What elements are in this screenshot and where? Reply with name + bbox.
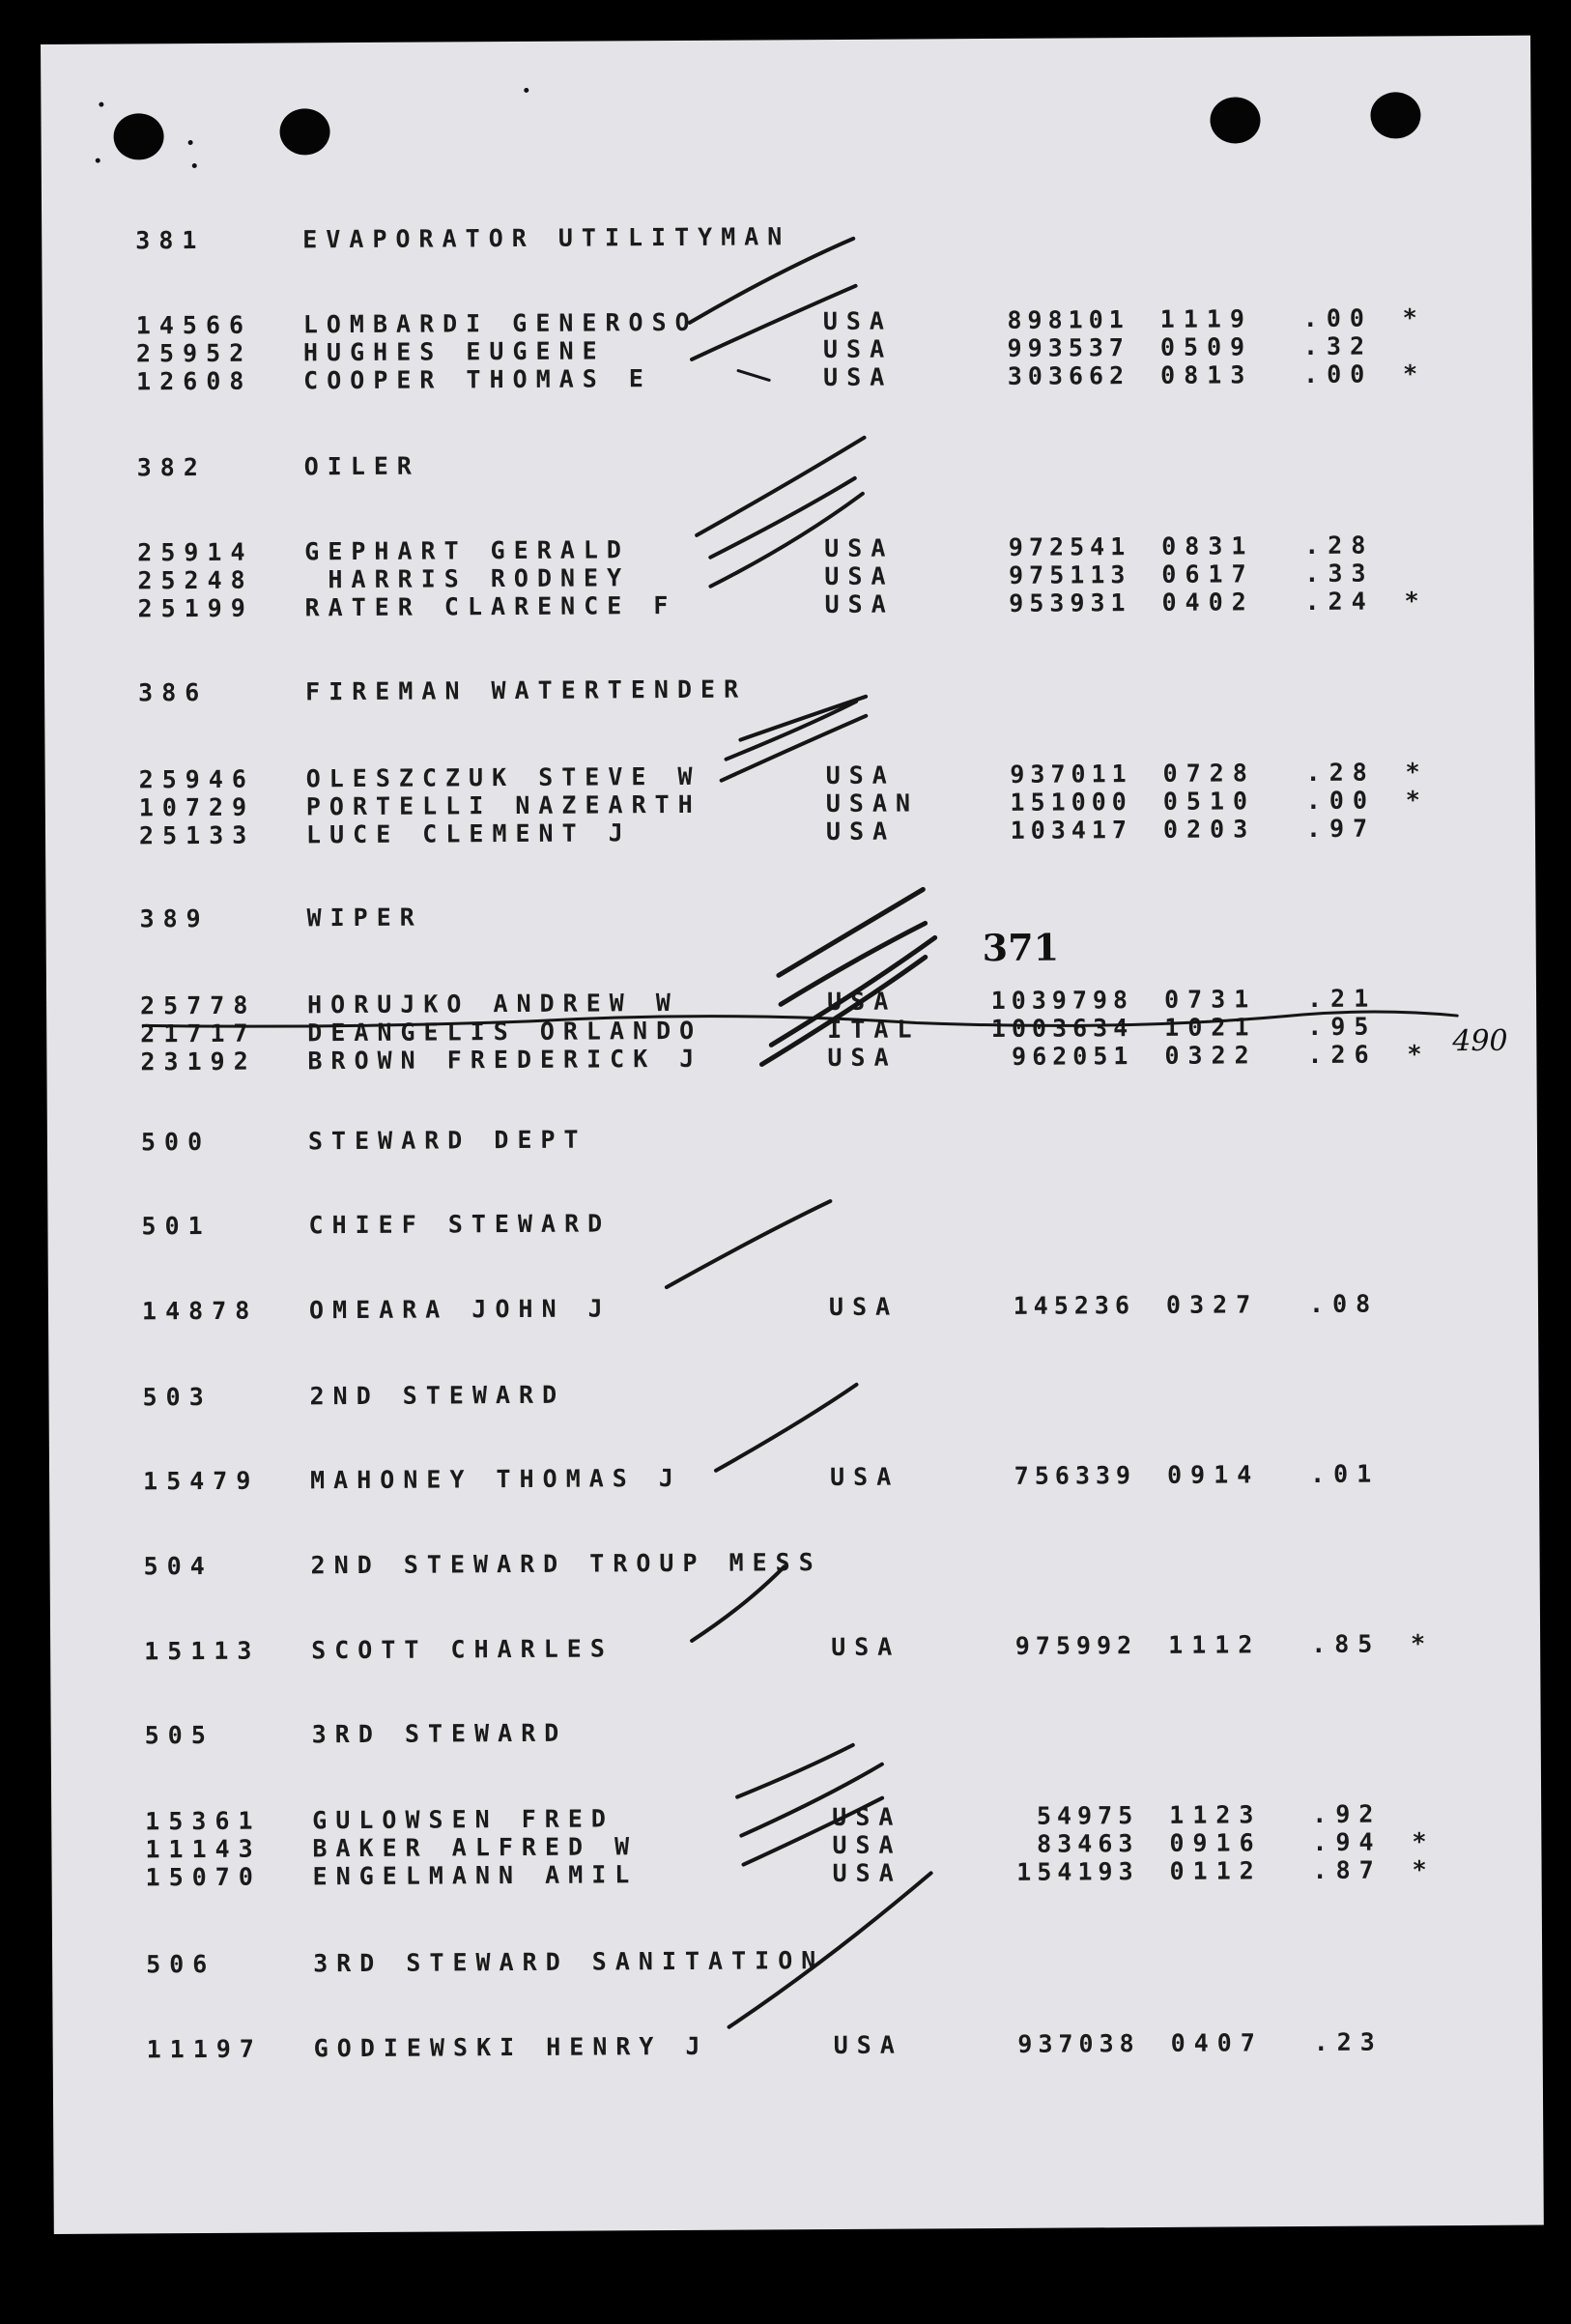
crew-mark: *	[1404, 587, 1428, 616]
crew-rate: .28	[1304, 531, 1375, 560]
crew-name: BAKER ALFRED W	[312, 1832, 639, 1863]
section-title: EVAPORATOR UTILITYMAN	[302, 222, 791, 254]
handwritten-note: 490	[1452, 1023, 1508, 1059]
crew-nationality: USA	[828, 1292, 900, 1322]
pencil-stroke	[771, 937, 936, 1045]
crew-nationality: USA	[825, 817, 897, 846]
crew-name: GODIEWSKI HENRY J	[313, 2031, 709, 2063]
crew-name: SCOTT CHARLES	[311, 1634, 614, 1665]
crew-id: 15361	[145, 1806, 262, 1836]
crew-number: 756339	[1014, 1461, 1137, 1490]
crew-id: 15070	[145, 1862, 262, 1892]
crew-date: 0112	[1169, 1856, 1263, 1885]
crew-date: 1021	[1164, 1013, 1258, 1042]
crew-rate: .21	[1306, 984, 1378, 1014]
crew-name: DEANGELIS ORLANDO	[307, 1016, 703, 1047]
crew-date: 0407	[1170, 2028, 1264, 2057]
crew-id: 11143	[145, 1834, 262, 1864]
section-code: 503	[142, 1382, 213, 1412]
section-code: 389	[139, 904, 210, 933]
crew-number: 145236	[1013, 1291, 1136, 1320]
crew-date: 0327	[1165, 1290, 1260, 1319]
crew-name: LOMBARDI GENEROSO	[302, 307, 699, 339]
crew-nationality: USA	[824, 533, 895, 563]
crew-rate: .23	[1313, 2027, 1384, 2056]
crew-nationality: USA	[822, 334, 894, 364]
crew-mark: *	[1407, 1040, 1431, 1069]
crew-rate: .95	[1307, 1012, 1378, 1042]
crew-date: 0510	[1162, 787, 1257, 816]
crew-nationality: USA	[832, 1830, 902, 1860]
crew-date: 0731	[1163, 985, 1258, 1014]
crew-date: 1119	[1159, 304, 1254, 333]
crew-rate: .85	[1311, 1629, 1382, 1658]
crew-number: 303662	[1007, 361, 1130, 390]
crew-date: 1123	[1169, 1800, 1263, 1829]
crew-rate: .97	[1305, 814, 1377, 844]
crew-rate: .28	[1305, 758, 1376, 788]
crew-name: GULOWSEN FRED	[312, 1804, 614, 1835]
section-title: CHIEF STEWARD	[308, 1209, 612, 1240]
pencil-stroke	[692, 1566, 785, 1641]
crew-number: 972541	[1008, 532, 1131, 561]
crew-mark: *	[1411, 1629, 1435, 1658]
crew-number: 83463	[1037, 1829, 1139, 1858]
crew-rate: .00	[1302, 303, 1373, 333]
crew-mark: *	[1412, 1855, 1436, 1884]
crew-number: 975992	[1014, 1631, 1138, 1660]
crew-id: 12608	[136, 366, 253, 396]
crew-number: 1039798	[990, 986, 1134, 1016]
crew-date: 0914	[1166, 1460, 1261, 1489]
crew-name: PORTELLI NAZEARTH	[305, 789, 701, 821]
pencil-stroke	[728, 1873, 932, 2026]
crew-rate: .33	[1304, 559, 1375, 588]
crew-id: 25248	[137, 565, 254, 595]
pencil-stroke	[692, 286, 856, 359]
crew-nationality: USA	[825, 760, 896, 790]
section-title: STEWARD DEPT	[307, 1125, 587, 1156]
crew-id: 14878	[141, 1296, 259, 1326]
crew-name: HORUJKO ANDREW W	[306, 988, 679, 1019]
document-page	[41, 36, 1544, 2234]
crew-nationality: USA	[824, 561, 895, 591]
crew-nationality: USA	[824, 589, 895, 619]
section-title: 3RD STEWARD	[311, 1718, 568, 1749]
crew-id: 25133	[138, 820, 256, 850]
crew-nationality: ITAL	[827, 1015, 921, 1045]
crew-nationality: USA	[832, 1858, 902, 1888]
crew-number: 993537	[1007, 333, 1130, 362]
crew-date: 0813	[1160, 360, 1254, 389]
crew-number: 151000	[1010, 788, 1132, 817]
crew-name: MAHONEY THOMAS J	[309, 1463, 682, 1495]
crew-date: 0728	[1162, 759, 1256, 788]
crew-date: 0509	[1159, 332, 1254, 361]
crew-date: 0322	[1164, 1041, 1258, 1070]
crew-mark: *	[1405, 786, 1429, 815]
crew-nationality: USA	[829, 1462, 900, 1492]
crew-mark: *	[1403, 359, 1427, 388]
crew-id: 15113	[144, 1636, 261, 1666]
section-code: 501	[141, 1211, 212, 1241]
crew-number: 975113	[1008, 560, 1131, 589]
crew-name: HARRIS RODNEY	[304, 563, 631, 594]
section-title: 2ND STEWARD TROUP MESS	[310, 1548, 822, 1580]
crew-name: BROWN FREDERICK J	[307, 1044, 703, 1076]
pencil-stroke	[710, 494, 864, 587]
crew-name: GEPHART GERALD	[304, 535, 631, 566]
pencil-stroke	[689, 239, 854, 323]
crew-date: 0203	[1162, 815, 1257, 844]
crew-date: 1112	[1168, 1630, 1262, 1659]
crew-id: 25914	[137, 537, 254, 567]
crew-date: 0402	[1161, 588, 1255, 617]
crew-mark: *	[1405, 758, 1429, 787]
crew-number: 962051	[1012, 1042, 1134, 1071]
section-title: 3RD STEWARD SANITATION	[313, 1946, 825, 1978]
crew-number: 103417	[1010, 816, 1133, 845]
crew-number: 937011	[1010, 760, 1132, 789]
crew-id: 25946	[138, 764, 256, 794]
crew-mark: *	[1412, 1827, 1436, 1856]
section-code: 386	[138, 677, 209, 707]
crew-id: 25199	[137, 593, 254, 623]
crew-date: 0916	[1169, 1828, 1263, 1857]
pencil-stroke	[715, 1385, 857, 1471]
section-code: 505	[144, 1720, 214, 1750]
crew-id: 25778	[139, 990, 257, 1020]
section-code: 381	[135, 225, 206, 255]
crew-nationality: USA	[833, 2030, 903, 2060]
crew-rate: .24	[1304, 587, 1375, 617]
crew-nationality: USA	[831, 1632, 901, 1662]
crew-id: 23192	[140, 1047, 257, 1076]
crew-rate: .92	[1312, 1799, 1383, 1828]
section-title: FIREMAN WATERTENDER	[305, 674, 748, 706]
crew-number: 54975	[1036, 1801, 1139, 1830]
crew-id: 10729	[138, 792, 256, 822]
crew-rate: .87	[1312, 1855, 1383, 1884]
crew-rate: .08	[1308, 1289, 1380, 1319]
crew-rate: .32	[1302, 331, 1374, 361]
crew-number: 898101	[1007, 305, 1129, 334]
pencil-stroke	[721, 716, 866, 781]
handwritten-check-marks	[41, 36, 1544, 2234]
crew-date: 0831	[1161, 531, 1255, 560]
section-title: 2ND STEWARD	[309, 1380, 566, 1411]
section-code: 506	[146, 1949, 216, 1979]
pencil-stroke	[743, 1798, 882, 1865]
crew-name: COOPER THOMAS E	[303, 364, 652, 395]
crew-number: 937038	[1017, 2029, 1140, 2058]
crew-id: 15479	[142, 1466, 260, 1496]
crew-nationality: USAN	[825, 789, 920, 818]
crew-rate: .01	[1309, 1459, 1381, 1489]
section-code: 382	[136, 452, 207, 482]
crew-number: 154193	[1016, 1857, 1139, 1886]
crew-mark: *	[1402, 303, 1426, 332]
section-code: 504	[143, 1551, 214, 1581]
crew-name: RATER CLARENCE F	[304, 590, 677, 622]
pencil-stroke	[740, 697, 866, 740]
crew-id: 25952	[135, 338, 253, 368]
crew-rate: .26	[1307, 1040, 1378, 1070]
pencil-stroke	[741, 1765, 882, 1836]
crew-rate: .00	[1305, 786, 1377, 816]
crew-nationality: USA	[823, 362, 894, 392]
crew-name: OMEARA JOHN J	[308, 1294, 612, 1325]
crew-name: OLESZCZUK STEVE W	[305, 761, 701, 793]
handwritten-number: 371	[982, 925, 1060, 970]
crew-name: HUGHES EUGENE	[302, 336, 606, 367]
section-code: 500	[140, 1127, 212, 1157]
crew-name: ENGELMANN AMIL	[312, 1860, 639, 1891]
crew-nationality: USA	[832, 1802, 902, 1832]
crew-date: 0617	[1161, 559, 1255, 588]
crew-id: 11197	[146, 2034, 264, 2064]
crew-nationality: USA	[827, 1043, 898, 1073]
crew-nationality: USA	[826, 987, 898, 1017]
crew-number: 953931	[1009, 588, 1131, 617]
crew-rate: .00	[1303, 359, 1374, 389]
crew-number: 1003634	[990, 1014, 1134, 1044]
crew-id: 21717	[140, 1019, 257, 1048]
crew-id: 14566	[135, 310, 253, 340]
pencil-stroke	[738, 370, 769, 380]
crew-rate: .94	[1312, 1827, 1383, 1856]
pencil-stroke	[666, 1201, 831, 1287]
section-title: WIPER	[306, 903, 423, 932]
section-title: OILER	[303, 451, 421, 481]
crew-nationality: USA	[822, 306, 894, 336]
crew-name: LUCE CLEMENT J	[305, 818, 632, 849]
